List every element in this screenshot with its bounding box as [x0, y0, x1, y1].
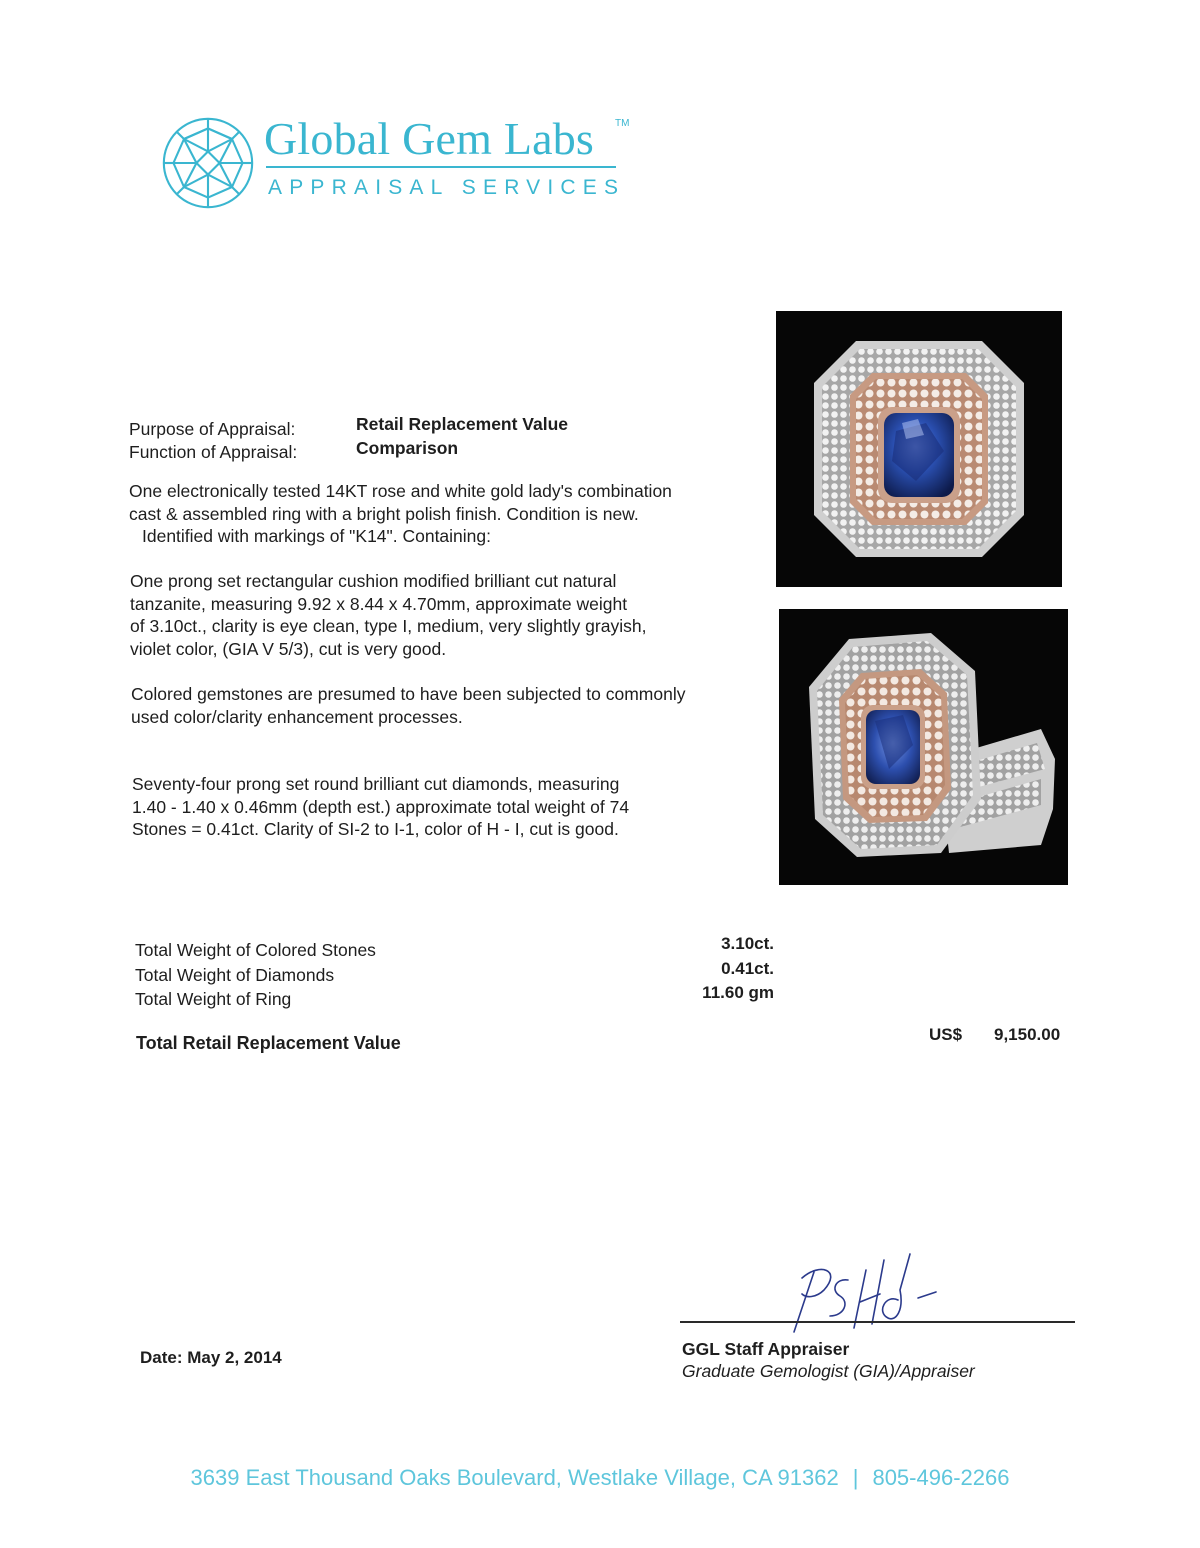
brand-tagline: APPRAISAL SERVICES	[268, 176, 626, 199]
brand-name: Global Gem Labs	[264, 113, 595, 164]
enhancement-disclosure	[131, 683, 685, 728]
total-diamonds-label: Total Weight of Diamonds	[135, 965, 335, 985]
purpose-label: Purpose of Appraisal:	[129, 419, 296, 439]
handwritten-signature	[780, 1250, 950, 1340]
appraiser-role: Graduate Gemologist (GIA)/Appraiser	[682, 1361, 975, 1381]
total-colored-stones-value: 3.10ct.	[721, 934, 774, 953]
currency-label: US$	[929, 1025, 963, 1044]
diamonds-line: Stones = 0.41ct. Clarity of SI-2 to I-1, color of H - I, cut is good.	[132, 819, 619, 839]
ring-description	[129, 480, 672, 548]
total-diamonds-value: 0.41ct.	[721, 959, 774, 978]
total-ring-weight-label: Total Weight of Ring	[135, 989, 292, 1009]
ring-photo-side-view	[779, 609, 1068, 885]
signature-line	[680, 1321, 1075, 1323]
tanzanite-description	[130, 570, 646, 660]
tanzanite-line: of 3.10ct., clarity is eye clean, type I, medium, very slightly grayish,	[130, 616, 647, 636]
total-retail-value: 9,150.00	[994, 1025, 1061, 1044]
total-retail-value-label: Total Retail Replacement Value	[136, 1033, 401, 1053]
diamonds-line: 1.40 - 1.40 x 0.46mm (depth est.) approximate total weight of 74	[132, 796, 630, 817]
appraisal-date: Date: May 2, 2014	[140, 1348, 282, 1367]
description-line: Identified with markings of "K14". Containing:	[142, 526, 492, 546]
total-colored-stones-label: Total Weight of Colored Stones	[135, 940, 376, 960]
enhancement-line: used color/clarity enhancement processes.	[131, 706, 463, 727]
enhancement-line: Colored gemstones are presumed to have been subjected to commonly	[131, 684, 686, 704]
function-value: Comparison	[356, 438, 459, 458]
appraiser-title: GGL Staff Appraiser	[682, 1339, 850, 1359]
ring-photo-top-view	[776, 311, 1062, 587]
footer-contact	[0, 1465, 1200, 1491]
tanzanite-line: violet color, (GIA V 5/3), cut is very good.	[130, 638, 447, 659]
footer-address: 3639 East Thousand Oaks Boulevard, Westlake Village, CA 91362	[190, 1465, 839, 1490]
diamonds-description	[132, 773, 629, 841]
total-ring-weight-value: 11.60 gm	[702, 983, 774, 1002]
diamond-outline-icon	[160, 115, 256, 211]
footer-separator: |	[852, 1465, 859, 1490]
footer-phone: 805-496-2266	[872, 1465, 1010, 1490]
trademark-mark: TM	[615, 118, 630, 129]
function-label: Function of Appraisal:	[129, 442, 298, 462]
brand-divider	[266, 166, 616, 168]
diamonds-line: Seventy-four prong set round brilliant cut diamonds, measuring	[132, 774, 620, 794]
tanzanite-line: One prong set rectangular cushion modified brilliant cut natural	[130, 571, 617, 591]
description-line: cast & assembled ring with a bright polish finish. Condition is new.	[129, 503, 639, 524]
purpose-value: Retail Replacement Value	[356, 414, 569, 434]
tanzanite-line: tanzanite, measuring 9.92 x 8.44 x 4.70mm, approximate weight	[130, 593, 628, 614]
description-line: One electronically tested 14KT rose and white gold lady's combination	[129, 481, 672, 501]
